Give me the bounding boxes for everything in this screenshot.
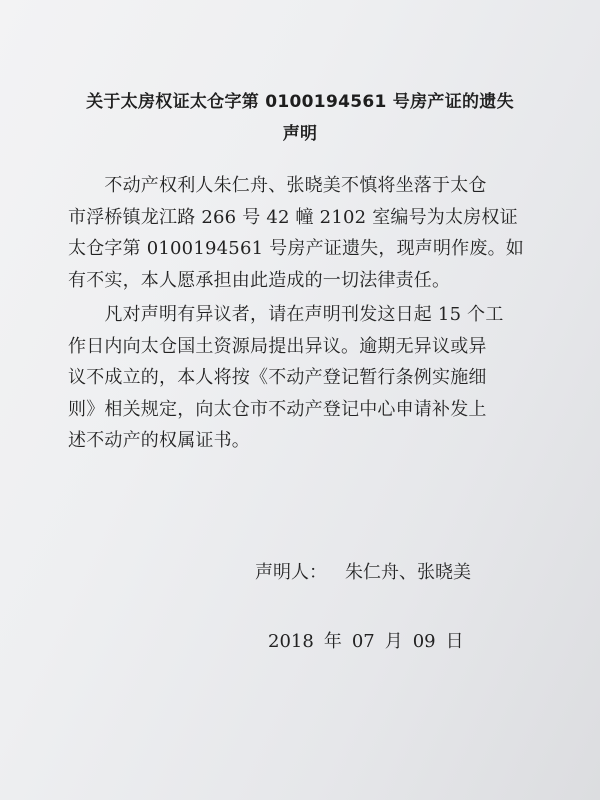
date-month: 07 <box>351 631 375 652</box>
paragraph-loss-notice <box>68 170 548 296</box>
signature-names: 朱仁舟、张晓美 <box>345 562 471 583</box>
date-year: 2018 <box>268 631 314 652</box>
date-day-unit: 日 <box>445 631 464 652</box>
paragraph-objection-notice <box>68 299 548 457</box>
paragraph-line: 述不动产的权属证书。 <box>68 430 250 451</box>
paragraph-line: 作日内向太仓国土资源局提出异议。逾期无异议或异 <box>68 335 487 357</box>
document-title <box>40 86 560 150</box>
paragraph-line: 议不成立的，本人将按《不动产登记暂行条例实施细 <box>68 367 487 388</box>
paragraph-line: 则》相关规定，向太仓市不动产登记中心申请补发上 <box>68 398 487 420</box>
date-day: 09 <box>412 631 436 652</box>
document-body <box>68 170 548 457</box>
title-line-2: 声明 <box>282 124 318 144</box>
document-date <box>268 627 464 657</box>
signature-label: 声明人： <box>255 562 327 583</box>
paragraph-line: 不动产权利人朱仁舟、张晓美不慎将坐落于太仓 <box>68 175 487 196</box>
date-month-unit: 月 <box>384 631 403 652</box>
date-year-unit: 年 <box>323 631 342 652</box>
paragraph-line: 市浮桥镇龙江路 266 号 42 幢 2102 室编号为太房权证 <box>68 206 518 228</box>
title-line-1: 关于太房权证太仓字第 0100194561 号房产证的遗失 <box>86 92 514 112</box>
paragraph-line: 太仓字第 0100194561 号房产证遗失，现声明作废。如 <box>68 238 524 259</box>
paragraph-line: 凡对声明有异议者，请在声明刊发这日起 15 个工 <box>68 304 504 325</box>
paragraph-line: 有不实，本人愿承担由此造成的一切法律责任。 <box>68 269 451 291</box>
signature-line <box>255 558 471 588</box>
